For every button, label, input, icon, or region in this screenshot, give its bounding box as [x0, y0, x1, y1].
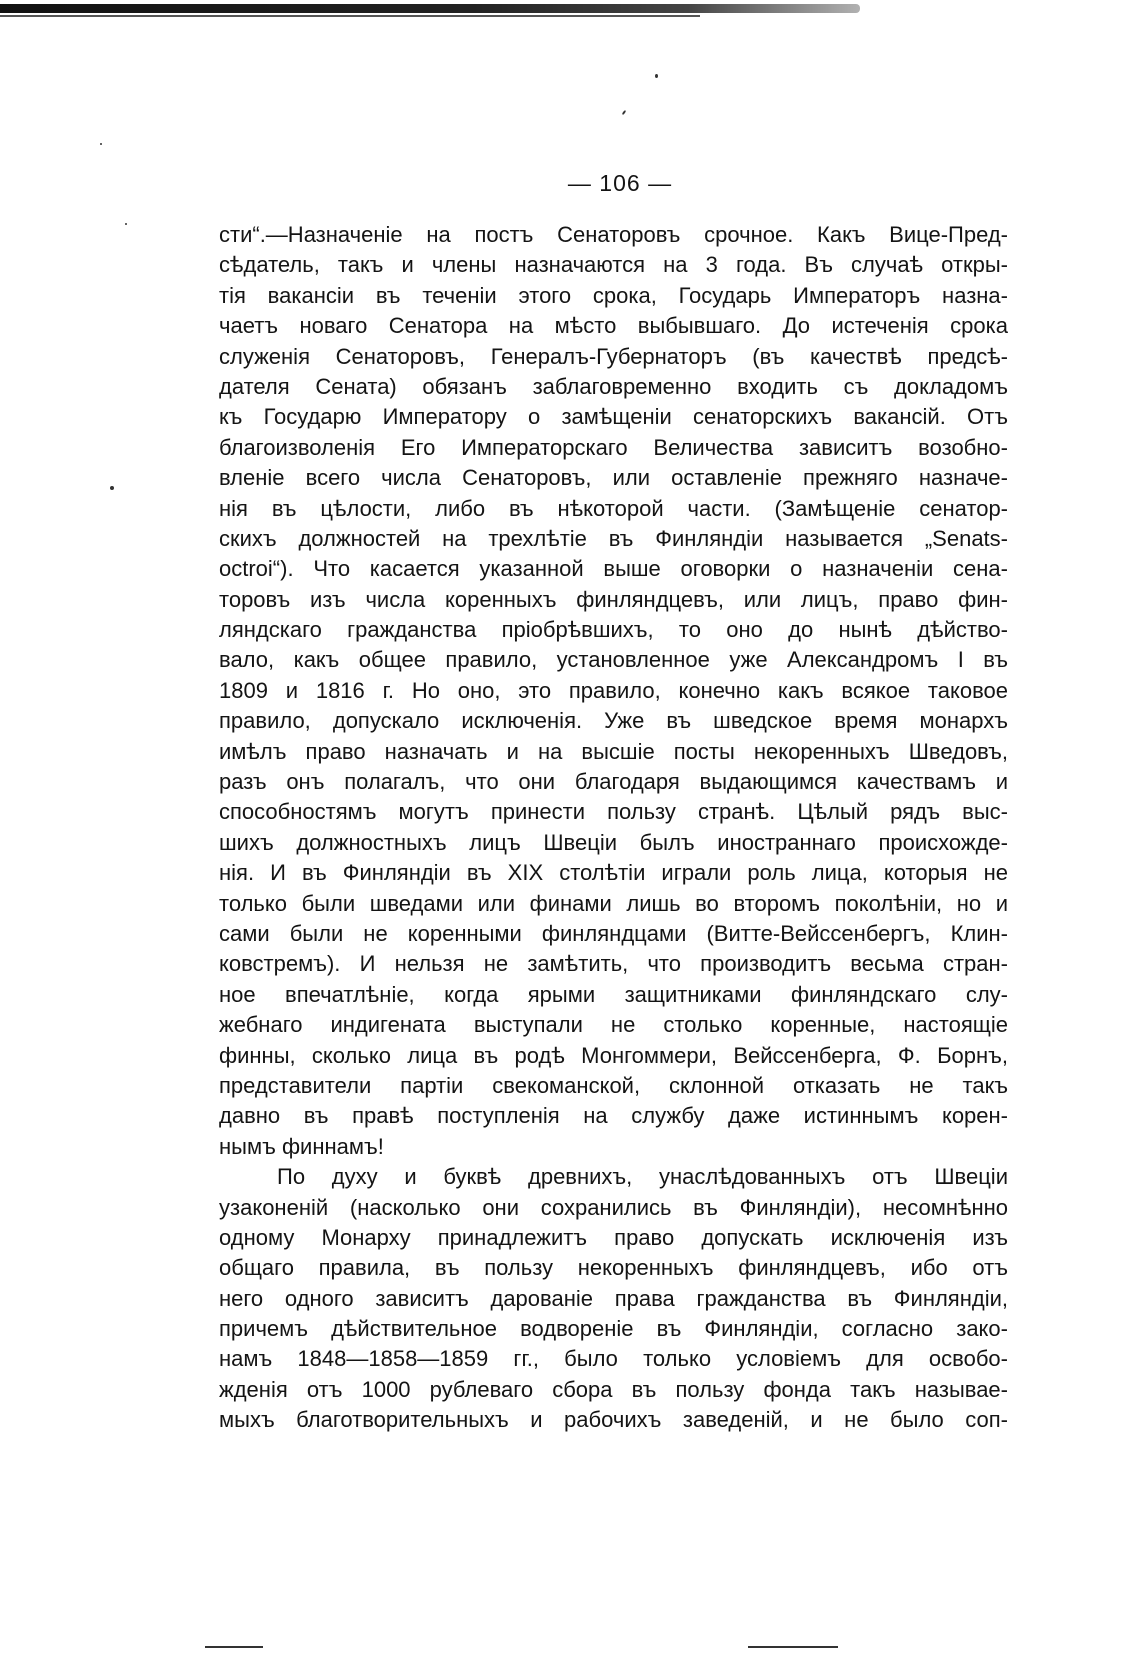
- text-line: благоизволенiя Его Императорскаго Величества зависитъ возобно-: [219, 434, 1008, 460]
- body-text: [219, 220, 1008, 1436]
- text-line: шихъ должностныхъ лицъ Швецiи былъ иностраннаго происхожде-: [219, 829, 1008, 855]
- text-line: финны, сколько лица въ родѣ Монгоммери, Вейссенберга, Ф. Борнъ,: [219, 1042, 1008, 1068]
- text-line: ляндскаго гражданства прiобрѣвшихъ, то оно до нынѣ дѣйство-: [219, 617, 1008, 643]
- text-line: нiя въ цѣлости, либо въ нѣкоторой части. (Замѣщенiе сенатор-: [219, 495, 1008, 521]
- scan-bottom-rule-left: [205, 1646, 263, 1648]
- paragraph: [219, 220, 1008, 1162]
- text-line: жебнаго индигената выступали не столько коренные, настоящiе: [219, 1012, 1008, 1038]
- text-line: имѣлъ право назначать и на высшiе посты некоренныхъ Шведовъ,: [219, 738, 1008, 764]
- text-line: представители партiи свекоманской, склонной отказать не такъ: [219, 1072, 1008, 1098]
- text-line: одному Монарху принадлежитъ право допускать исключенiя изъ: [219, 1224, 1008, 1250]
- page-number: — 106 —: [567, 170, 673, 196]
- text-line: octroi“). Что касается указанной выше оговорки о назначенiи сена-: [219, 556, 1008, 582]
- text-line: способностямъ могутъ принести пользу странѣ. Цѣлый рядъ выс-: [219, 799, 1008, 825]
- paragraph: [219, 1162, 1008, 1436]
- scan-speck: [622, 110, 627, 115]
- scan-bottom-rule-right: [748, 1646, 838, 1648]
- text-line: торовъ изъ числа коренныхъ финляндцевъ, или лицъ, право фин-: [219, 586, 1008, 612]
- text-line: причемъ дѣйствительное водворенiе въ Финляндiи, согласно зако-: [219, 1316, 1008, 1342]
- text-line: вало, какъ общее правило, установленное уже Александромъ I въ: [219, 647, 1008, 673]
- text-line: скихъ должностей на трехлѣтiе въ Финляндiи называется „Senats-: [219, 525, 1008, 551]
- text-line: общаго правила, въ пользу некоренныхъ финляндцевъ, ибо отъ: [219, 1255, 1008, 1281]
- text-line: ное впечатлѣнiе, когда ярыми защитниками финляндскаго слу-: [219, 981, 1008, 1007]
- text-line: разъ онъ полагалъ, что они благодаря выдающимся качествамъ и: [219, 769, 1008, 795]
- scan-edge-line: [0, 15, 700, 17]
- text-line: нымъ финнамъ!: [219, 1133, 384, 1159]
- text-line: чаетъ новаго Сенатора на мѣсто выбывшаго. До истеченiя срока: [219, 313, 1008, 339]
- text-line: узаконенiй (насколько они сохранились въ Финляндiи), несомнѣнно: [219, 1194, 1008, 1220]
- text-line: сами были не коренными финляндцами (Витте-Вейссенбергъ, Клин-: [219, 920, 1008, 946]
- text-line: По духу и буквѣ древнихъ, унаслѣдованныхъ отъ Швецiи: [277, 1164, 1008, 1190]
- text-line: къ Государю Императору о замѣщенiи сенаторскихъ вакансiй. Отъ: [219, 404, 1008, 430]
- text-line: нiя. И въ Финляндiи въ XIX столѣтiи играли роль лица, которыя не: [219, 860, 1008, 886]
- scan-speck: [110, 486, 114, 490]
- scan-speck: [100, 143, 102, 145]
- text-line: намъ 1848—1858—1859 гг., было только условiемъ для освобо-: [219, 1346, 1008, 1372]
- text-line: только были шведами или финами лишь во второмъ поколѣнiи, но и: [219, 890, 1008, 916]
- text-line: дателя Сената) обязанъ заблаговременно входить съ докладомъ: [219, 373, 1008, 399]
- text-line: правило, допускало исключенiя. Уже въ шведское время монархъ: [219, 708, 1008, 734]
- scan-speck: [655, 74, 658, 78]
- text-line: него одного зависитъ дарованiе права гражданства въ Финляндiи,: [219, 1285, 1008, 1311]
- text-line: вленiе всего числа Сенаторовъ, или оставленiе прежняго назначе-: [219, 465, 1008, 491]
- text-line: сѣдатель, такъ и члены назначаются на 3 года. Въ случаѣ откры-: [219, 252, 1008, 278]
- scan-speck: [125, 223, 127, 225]
- text-line: ковстремъ). И нельзя не замѣтить, что производитъ весьма стран-: [219, 951, 1008, 977]
- scan-edge-bar: [0, 4, 860, 13]
- text-line: сти“.—Назначенiе на постъ Сенаторовъ срочное. Какъ Вице-Пред-: [219, 222, 1008, 247]
- text-line: давно въ правѣ поступленiя на службу даже истиннымъ корен-: [219, 1103, 1008, 1129]
- text-line: 1809 и 1816 г. Но оно, это правило, конечно какъ всякое таковое: [219, 677, 1008, 703]
- text-line: мыхъ благотворительныхъ и рабочихъ заведенiй, и не было соп-: [219, 1407, 1008, 1433]
- text-line: жденiя отъ 1000 рублеваго сбора въ пользу фонда такъ называе-: [219, 1376, 1008, 1402]
- text-line: тiя вакансiи въ теченiи этого срока, Государь Императоръ назна-: [219, 282, 1008, 308]
- text-line: служенiя Сенаторовъ, Генералъ-Губернаторъ (въ качествѣ предсѣ-: [219, 343, 1008, 369]
